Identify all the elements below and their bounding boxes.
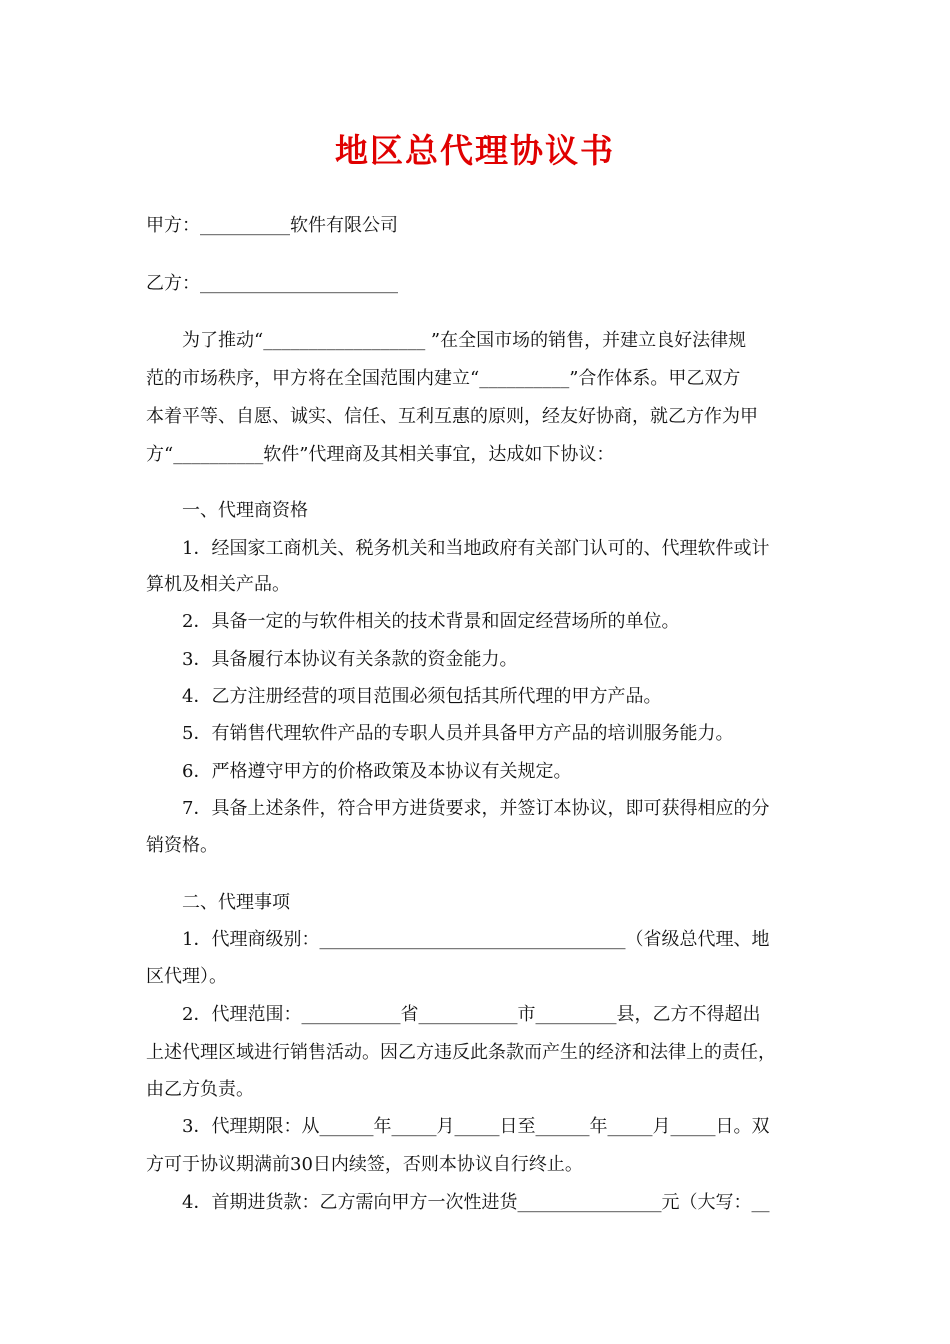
section-1-item-5: 5．有销售代理软件产品的专职人员并具备甲方产品的培训服务能力。 — [146, 723, 734, 744]
intro-line-3: 本着平等、自愿、诚实、信任、互利互惠的原则，经友好协商，就乙方作为甲 — [146, 406, 758, 427]
section-1-heading: 一、代理商资格 — [146, 500, 308, 521]
section-2-heading: 二、代理事项 — [146, 892, 290, 913]
party-b-line: 乙方：______________________ — [146, 273, 398, 294]
section-2-item-3-line-1: 3．代理期限：从______年_____月_____日至______年_____月_____日。双 — [146, 1116, 770, 1137]
section-1-item-7-line-2: 销资格。 — [146, 835, 218, 856]
intro-line-2: 范的市场秩序，甲方将在全国范围内建立“__________”合作体系。甲乙双方 — [146, 368, 741, 389]
section-1-item-1-line-2: 算机及相关产品。 — [146, 574, 290, 595]
section-1-item-6: 6．严格遵守甲方的价格政策及本协议有关规定。 — [146, 761, 572, 782]
section-1-item-4: 4．乙方注册经营的项目范围必须包括其所代理的甲方产品。 — [146, 686, 662, 707]
section-1-item-7-line-1: 7．具备上述条件，符合甲方进货要求，并签订本协议，即可获得相应的分 — [146, 798, 770, 819]
section-2-item-2-line-3: 由乙方负责。 — [146, 1079, 254, 1100]
section-1-item-1-line-1: 1．经国家工商机关、税务机关和当地政府有关部门认可的、代理软件或计 — [146, 538, 770, 559]
section-2-item-2-line-1: 2．代理范围：___________省___________市_________县，乙方不得超出 — [146, 1004, 761, 1025]
section-2-item-4-line-1: 4．首期进货款：乙方需向甲方一次性进货________________元（大写：__ — [146, 1192, 770, 1213]
section-1-item-2: 2．具备一定的与软件相关的技术背景和固定经营场所的单位。 — [146, 611, 680, 632]
party-a-line: 甲方：__________软件有限公司 — [146, 215, 398, 236]
intro-line-4: 方“__________软件”代理商及其相关事宜，达成如下协议： — [146, 444, 615, 465]
intro-line-1: 为了推动“__________________ ”在全国市场的销售，并建立良好法律规 — [146, 330, 747, 351]
section-2-item-1-line-1: 1．代理商级别：__________________________________（省级总代理、地 — [146, 929, 770, 950]
section-2-item-1-line-2: 区代理）。 — [146, 966, 227, 987]
document-title: 地区总代理协议书 — [335, 131, 615, 170]
section-1-item-3: 3．具备履行本协议有关条款的资金能力。 — [146, 649, 518, 670]
section-2-item-2-line-2: 上述代理区域进行销售活动。因乙方违反此条款而产生的经济和法律上的责任， — [146, 1042, 776, 1063]
section-2-item-3-line-2: 方可于协议期满前30日内续签，否则本协议自行终止。 — [146, 1154, 583, 1175]
